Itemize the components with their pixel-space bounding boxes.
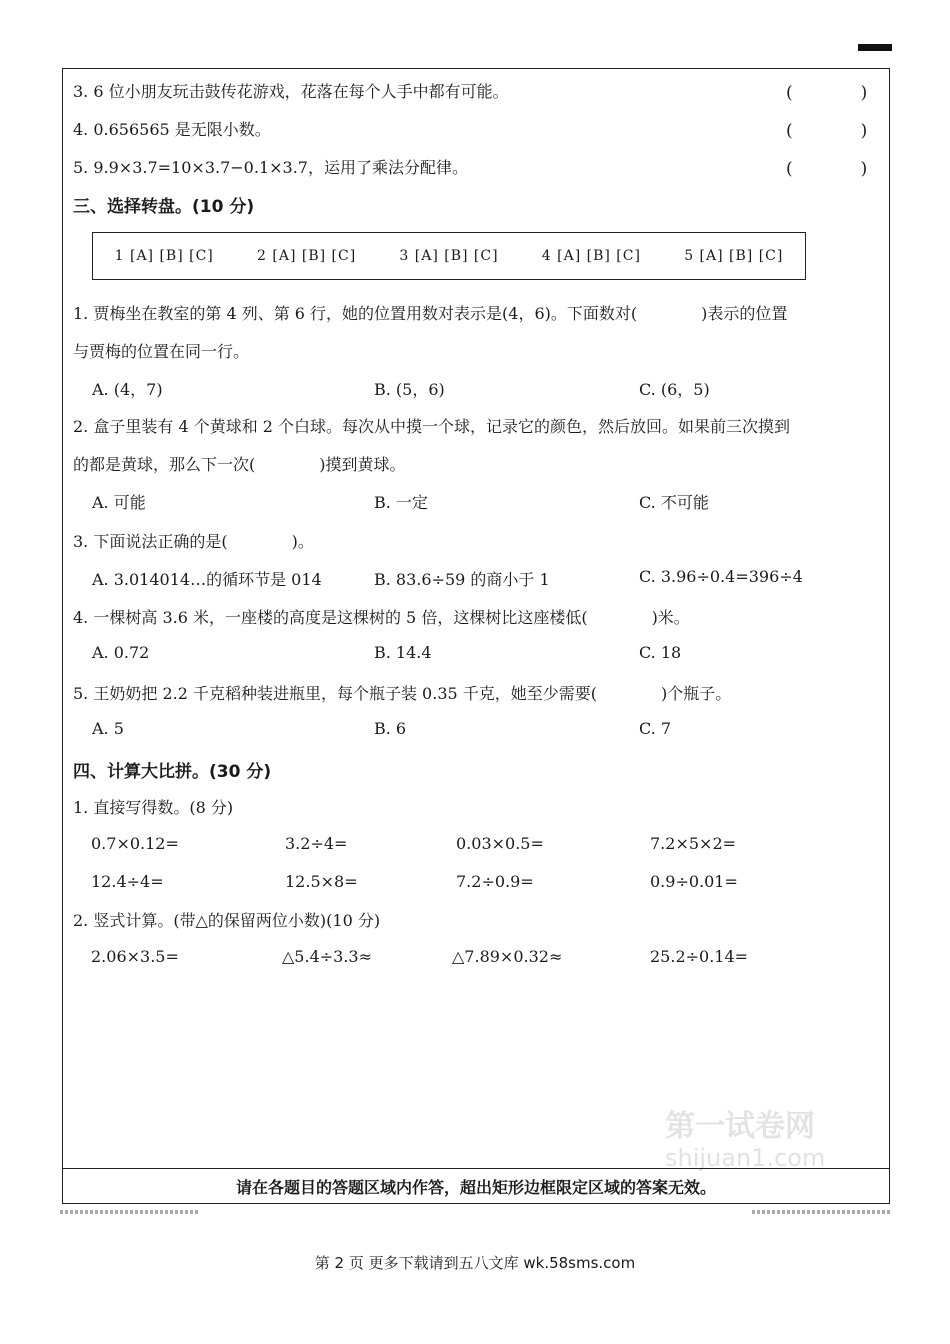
watermark-line2: shijuan1.com — [665, 1144, 826, 1172]
q5-option-a[interactable]: A. 5 — [92, 719, 124, 738]
q3-line1: 3. 下面说法正确的是( )。 — [73, 532, 314, 551]
corner-mark — [858, 44, 892, 51]
q2-option-c[interactable]: C. 不可能 — [639, 493, 709, 512]
q1-line1: 1. 贾梅坐在教室的第 4 列、第 6 行，她的位置用数对表示是(4，6)。下面数对( )表示的位置 — [73, 304, 788, 323]
vertical-calc-4: 25.2÷0.14= — [650, 947, 749, 966]
calc-2-1: 12.4÷4= — [91, 872, 164, 891]
section3-title: 三、选择转盘。(10 分) — [73, 197, 255, 217]
answer-sheet-box — [92, 232, 806, 280]
q4-option-c[interactable]: C. 18 — [639, 643, 682, 662]
answer-slot-5[interactable]: 5 [A] [B] [C] — [684, 248, 784, 264]
calc-2-4: 0.9÷0.01= — [650, 872, 738, 891]
q2-line1: 2. 盒子里装有 4 个黄球和 2 个白球。每次从中摸一个球，记录它的颜色，然后放回。如果前三次摸到 — [73, 417, 791, 436]
q5-option-b[interactable]: B. 6 — [374, 719, 407, 738]
watermark-line1: 第一试卷网 — [665, 1109, 815, 1144]
judge-paren-4[interactable]: ( ) — [786, 121, 868, 141]
q3-option-c[interactable]: C. 3.96÷0.4=396÷4 — [639, 567, 803, 586]
answer-slot-4[interactable]: 4 [A] [B] [C] — [541, 248, 641, 264]
vertical-calc-1: 2.06×3.5= — [91, 947, 179, 966]
answer-slot-1[interactable]: 1 [A] [B] [C] — [114, 248, 214, 264]
vertical-calc-2: △5.4÷3.3≈ — [282, 947, 373, 966]
q3-option-a[interactable]: A. 3.014014…的循环节是 014 — [92, 570, 322, 589]
judge-paren-3[interactable]: ( ) — [786, 83, 868, 103]
scan-artifact-left — [60, 1210, 200, 1214]
q1-option-a[interactable]: A. (4，7) — [92, 380, 163, 399]
q2-line2: 的都是黄球，那么下一次( )摸到黄球。 — [73, 455, 406, 474]
q4-option-b[interactable]: B. 14.4 — [374, 643, 432, 662]
judge-paren-5[interactable]: ( ) — [786, 159, 868, 179]
q2-option-b[interactable]: B. 一定 — [374, 493, 428, 512]
calc-1-4: 7.2×5×2= — [650, 834, 737, 853]
scan-artifact-right — [752, 1210, 890, 1214]
calc-2-2: 12.5×8= — [285, 872, 358, 891]
page-footer: 第 2 页 更多下载请到五八文库 wk.58sms.com — [314, 1254, 636, 1272]
q4-line1: 4. 一棵树高 3.6 米，一座楼的高度是这棵树的 5 倍，这棵树比这座楼低( )米。 — [73, 608, 690, 627]
footer-notice-text: 请在各题目的答题区域内作答，超出矩形边框限定区域的答案无效。 — [235, 1178, 716, 1197]
calc-1-3: 0.03×0.5= — [456, 834, 544, 853]
calc-1-1: 0.7×0.12= — [91, 834, 179, 853]
footer-notice — [62, 1168, 890, 1204]
judge-item-4: 4. 0.656565 是无限小数。 — [73, 120, 271, 139]
answer-slot-2[interactable]: 2 [A] [B] [C] — [257, 248, 357, 264]
sub2-title: 2. 竖式计算。(带△的保留两位小数)(10 分) — [73, 911, 381, 930]
judge-item-5: 5. 9.9×3.7=10×3.7−0.1×3.7，运用了乘法分配律。 — [73, 158, 468, 177]
calc-2-3: 7.2÷0.9= — [456, 872, 534, 891]
q1-line2: 与贾梅的位置在同一行。 — [73, 342, 250, 361]
judge-item-3: 3. 6 位小朋友玩击鼓传花游戏，花落在每个人手中都有可能。 — [73, 82, 509, 101]
q5-line1: 5. 王奶奶把 2.2 千克稻种装进瓶里，每个瓶子装 0.35 千克，她至少需要( )个瓶子。 — [73, 684, 732, 703]
q1-option-c[interactable]: C. (6，5) — [639, 380, 710, 399]
section4-title: 四、计算大比拼。(30 分) — [73, 762, 272, 782]
q3-option-b[interactable]: B. 83.6÷59 的商小于 1 — [374, 570, 550, 589]
answer-slot-3[interactable]: 3 [A] [B] [C] — [399, 248, 499, 264]
q1-option-b[interactable]: B. (5，6) — [374, 380, 445, 399]
watermark — [665, 1109, 826, 1172]
vertical-calc-3: △7.89×0.32≈ — [452, 947, 563, 966]
calc-1-2: 3.2÷4= — [285, 834, 348, 853]
sub1-title: 1. 直接写得数。(8 分) — [73, 798, 234, 817]
q5-option-c[interactable]: C. 7 — [639, 719, 672, 738]
q4-option-a[interactable]: A. 0.72 — [92, 643, 150, 662]
q2-option-a[interactable]: A. 可能 — [92, 493, 146, 512]
